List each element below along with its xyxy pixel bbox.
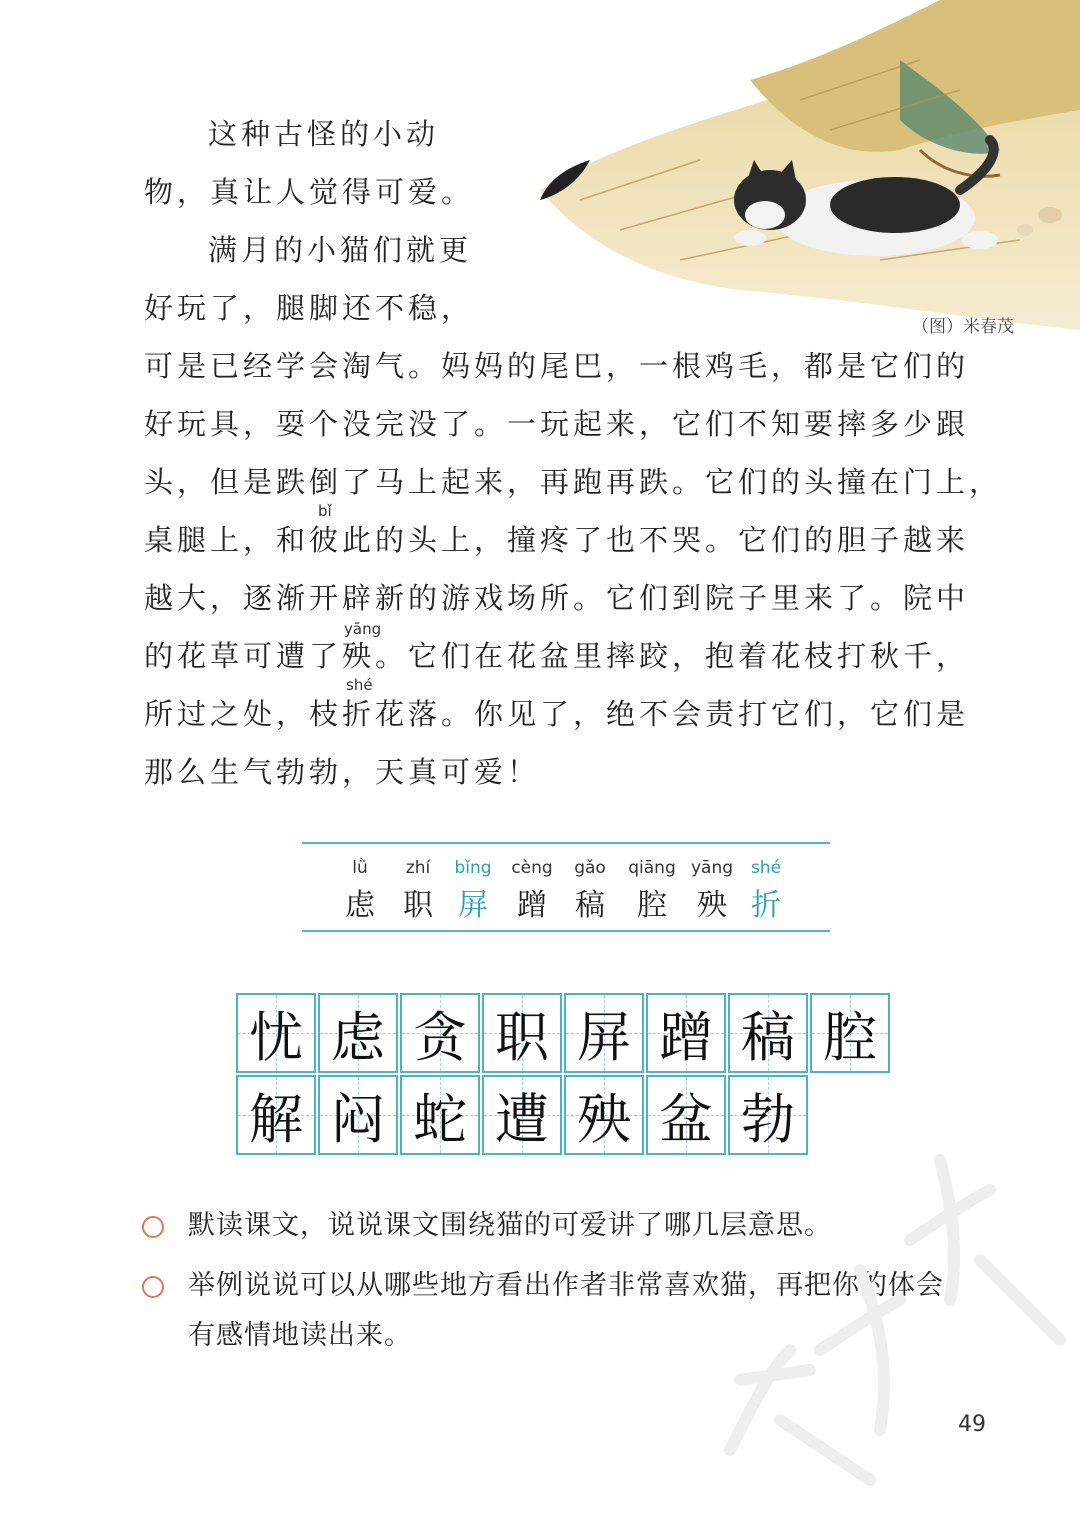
new-char-hanzi: 职 [403,888,433,923]
writing-char: 腔 [823,1005,877,1069]
new-char-hanzi: 蹭 [517,888,547,923]
new-char [504,858,560,924]
text-line-5: 可是已经学会淘气。妈妈的尾巴，一根鸡毛，都是它们的 [144,349,970,383]
writing-char: 屏 [577,1005,631,1069]
writing-char: 虑 [331,1005,385,1069]
writing-cell [810,993,890,1073]
new-char-pinyin: shé [750,858,782,878]
new-char-pinyin: lǜ [352,858,368,878]
writing-char: 勃 [741,1087,795,1151]
pinyin-annotation-bi: bǐ [318,502,332,520]
new-char [562,858,618,924]
new-char-hanzi: 屏 [458,888,488,923]
new-char-pinyin: cèng [511,858,553,878]
text-line-7: 头，但是跌倒了马上起来，再跑再跌。它们的头撞在门上， [144,465,1003,499]
new-char [390,858,446,924]
new-char-hanzi: 折 [751,888,781,923]
writing-cell [400,1075,480,1155]
writing-cell [318,1075,398,1155]
writing-cell [482,993,562,1073]
writing-char: 忧 [249,1005,303,1069]
illustration-credit: （图）米春茂 [912,317,1014,337]
task-bullet-icon [142,1216,164,1238]
text-line-2: 物，真让人觉得可爱。 [144,175,475,209]
writing-cell [728,993,808,1073]
new-char-pinyin: qiāng [628,858,676,878]
writing-cell [564,993,644,1073]
writing-char: 稿 [741,1005,795,1069]
new-chars-top-rule [302,842,830,844]
writing-char: 殃 [577,1087,631,1151]
writing-cell [564,1075,644,1155]
writing-cell [318,993,398,1073]
text-line-9: 越大，逐渐开辟新的游戏场所。它们到院子里来了。院中 [144,581,970,615]
new-char-hanzi: 虑 [345,888,375,923]
new-char [684,858,740,924]
pinyin-annotation-yang: yāng [344,620,382,638]
writing-char: 职 [495,1005,549,1069]
text-line-10: 的花草可遭了殃。它们在花盆里摔跤，抱着花枝打秋千， [144,639,970,673]
pinyin-annotation-she: shé [346,676,373,694]
page-number: 49 [958,1412,986,1437]
writing-cell [236,993,316,1073]
cat-illustration [500,0,1080,330]
text-line-1: 这种古怪的小动 [208,117,440,151]
writing-char: 贪 [413,1005,467,1069]
writing-char: 遭 [495,1087,549,1151]
writing-char: 解 [249,1087,303,1151]
text-line-6: 好玩具，耍个没完没了。一玩起来，它们不知要摔多少跟 [144,407,970,441]
task-1: 默读课文，说说课文围绕猫的可爱讲了哪几层意思。 [188,1210,832,1241]
new-char-pinyin: yāng [690,858,734,878]
writing-char: 盆 [659,1087,713,1151]
new-char-polyphone [738,858,794,924]
writing-char: 蹭 [659,1005,713,1069]
text-line-11: 所过之处，枝折花落。你见了，绝不会责打它们，它们是 [144,697,970,731]
text-line-3: 满月的小猫们就更 [208,233,473,267]
text-line-8: 桌腿上，和彼此的头上，撞疼了也不哭。它们的胆子越来 [144,523,970,557]
watermark-logo [690,1120,1080,1520]
new-char-hanzi: 腔 [637,888,667,923]
text-line-4: 好玩了，腿脚还不稳， [144,291,475,325]
new-chars-bottom-rule [302,930,830,932]
text-line-12: 那么生气勃勃，天真可爱！ [144,755,541,789]
new-char [332,858,388,924]
new-char-pinyin: bǐng [454,858,492,878]
writing-char: 蛇 [413,1087,467,1151]
task-2-line-1: 举例说说可以从哪些地方看出作者非常喜欢猫，再把你的体会 [188,1270,944,1301]
new-char-pinyin: gǎo [574,858,606,878]
new-char-polyphone [445,858,501,924]
new-char-hanzi: 稿 [575,888,605,923]
writing-cell [646,993,726,1073]
writing-char: 闷 [331,1087,385,1151]
writing-cell [482,1075,562,1155]
task-bullet-icon [142,1276,164,1298]
new-char [624,858,680,924]
new-char-hanzi: 殃 [697,888,727,923]
task-2-line-2: 有感情地读出来。 [188,1320,412,1351]
writing-cell [236,1075,316,1155]
new-char-pinyin: zhí [405,858,431,878]
writing-cell [400,993,480,1073]
